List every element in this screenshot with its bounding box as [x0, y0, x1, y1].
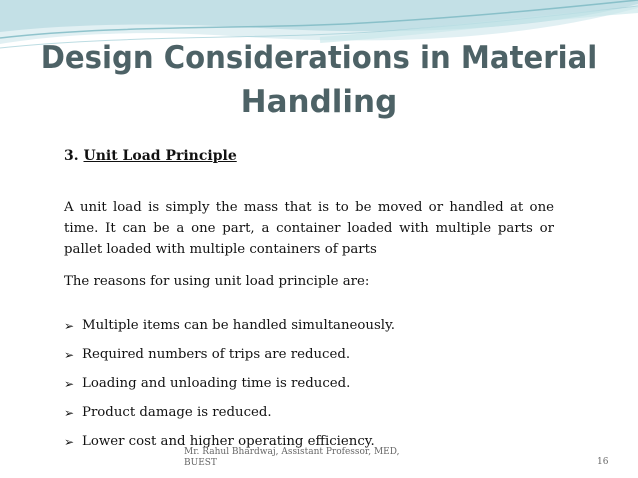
reasons-intro: The reasons for using unit load principle are:	[64, 274, 370, 289]
arrow-bullet-icon: ➢	[64, 348, 75, 362]
arrow-bullet-icon: ➢	[64, 406, 75, 420]
arrow-bullet-icon: ➢	[64, 435, 75, 449]
definition-paragraph: A unit load is simply the mass that is to be moved or handled at one time. It can be a one part, a container loaded with multiple parts or pallet loaded with multiple containers of parts	[64, 200, 554, 257]
list-item-text: Required numbers of trips are reduced.	[82, 347, 351, 362]
slide-title-line-1: Design Considerations in Material	[40, 40, 598, 76]
slide-title	[0, 36, 638, 124]
list-item	[64, 318, 395, 347]
footer-line-1: Mr. Rahul Bhardwaj, Assistant Professor, MED,	[184, 447, 400, 457]
reasons-list	[64, 318, 395, 463]
list-item	[64, 405, 395, 434]
section-number: 3.	[64, 148, 79, 164]
list-item-text: Product damage is reduced.	[82, 405, 272, 420]
section-title: Unit Load Principle	[83, 148, 237, 164]
footer-line-2: BUEST	[184, 458, 217, 468]
arrow-bullet-icon: ➢	[64, 377, 75, 391]
list-item-text: Multiple items can be handled simultaneously.	[82, 318, 396, 333]
page-number: 16	[597, 457, 609, 467]
list-item	[64, 376, 395, 405]
arrow-bullet-icon: ➢	[64, 319, 75, 333]
list-item	[64, 347, 395, 376]
footer-author	[184, 447, 400, 469]
list-item-text: Loading and unloading time is reduced.	[82, 376, 351, 391]
slide-title-line-2: Handling	[240, 84, 398, 120]
list-item-text: Lower cost and higher operating efficiency.	[82, 434, 375, 449]
section-heading	[64, 148, 237, 164]
